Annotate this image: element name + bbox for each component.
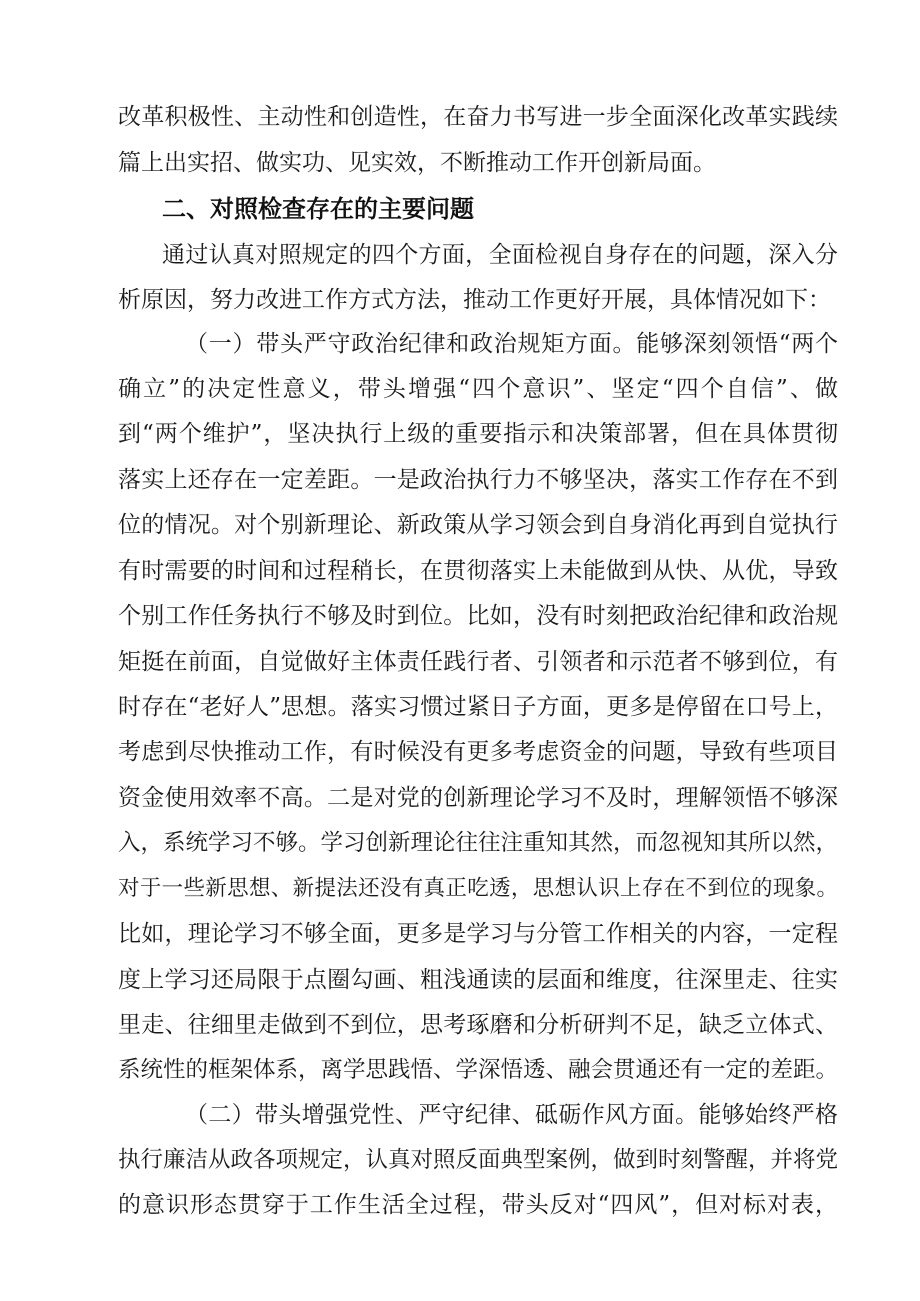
body-text-line: 资金使用效率不高。二是对党的创新理论学习不及时，理解领悟不够深: [118, 785, 838, 811]
body-text-line: 位的情况。对个别新理论、新政策从学习领会到自身消化再到自觉执行: [118, 512, 838, 538]
section-heading: 二、对照检查存在的主要问题: [162, 195, 474, 223]
body-text-line: 改革积极性、主动性和创造性，在奋力书写进一步全面深化改革实践续: [118, 104, 838, 130]
item-2-heading-line: （二）带头增强党性、严守纪律、砥砺作风方面。能够始终严格: [185, 1102, 838, 1128]
body-text-line: 析原因，努力改进工作方式方法，推动工作更好开展，具体情况如下：: [118, 287, 831, 313]
body-text-line: 的意识形态贯穿于工作生活全过程，带头反对“四风”，但对标对表，: [118, 1192, 838, 1218]
body-text-line: 到“两个维护”，坚决执行上级的重要指示和决策部署，但在具体贯彻: [118, 421, 838, 447]
body-text-line: 时存在“老好人”思想。落实习惯过紧日子方面，更多是停留在口号上，: [118, 694, 838, 720]
body-text-line: 矩挺在前面，自觉做好主体责任践行者、引领者和示范者不够到位，有: [118, 649, 838, 675]
body-text-line: 对于一些新思想、新提法还没有真正吃透，思想认识上存在不到位的现象。: [118, 876, 838, 901]
body-text-line: 考虑到尽快推动工作，有时候没有更多考虑资金的问题，导致有些项目: [118, 739, 838, 765]
body-text-line: 入，系统学习不够。学习创新理论往往注重知其然，而忽视知其所以然，: [118, 830, 839, 856]
body-text-line: 确立”的决定性意义，带头增强“四个意识”、坚定“四个自信”、做: [118, 376, 838, 402]
body-text-line: 个别工作任务执行不够及时到位。比如，没有时刻把政治纪律和政治规: [118, 603, 838, 629]
body-text-line: 落实上还存在一定差距。一是政治执行力不够坚决，落实工作存在不到: [118, 467, 838, 493]
body-text-line: 系统性的框架体系，离学思践悟、学深悟透、融会贯通还有一定的差距。: [118, 1057, 839, 1083]
body-text-line: 篇上出实招、做实功、见实效，不断推动工作开创新局面。: [118, 150, 716, 176]
body-text-line: 比如，理论学习不够全面，更多是学习与分管工作相关的内容，一定程: [118, 921, 838, 947]
body-text-line: 有时需要的时间和过程稍长，在贯彻落实上未能做到从快、从优，导致: [118, 558, 838, 584]
item-1-heading-line: （一）带头严守政治纪律和政治规矩方面。能够深刻领悟“两个: [185, 331, 838, 357]
body-text-line: 里走、往细里走做到不到位，思考琢磨和分析研判不足，缺乏立体式、: [118, 1012, 838, 1038]
body-text-line: 通过认真对照规定的四个方面，全面检视自身存在的问题，深入分: [162, 242, 838, 268]
body-text-line: 执行廉洁从政各项规定，认真对照反面典型案例，做到时刻警醒，并将党: [118, 1147, 839, 1173]
body-text-line: 度上学习还局限于点圈勾画、粗浅通读的层面和维度，往深里走、往实: [118, 967, 838, 993]
